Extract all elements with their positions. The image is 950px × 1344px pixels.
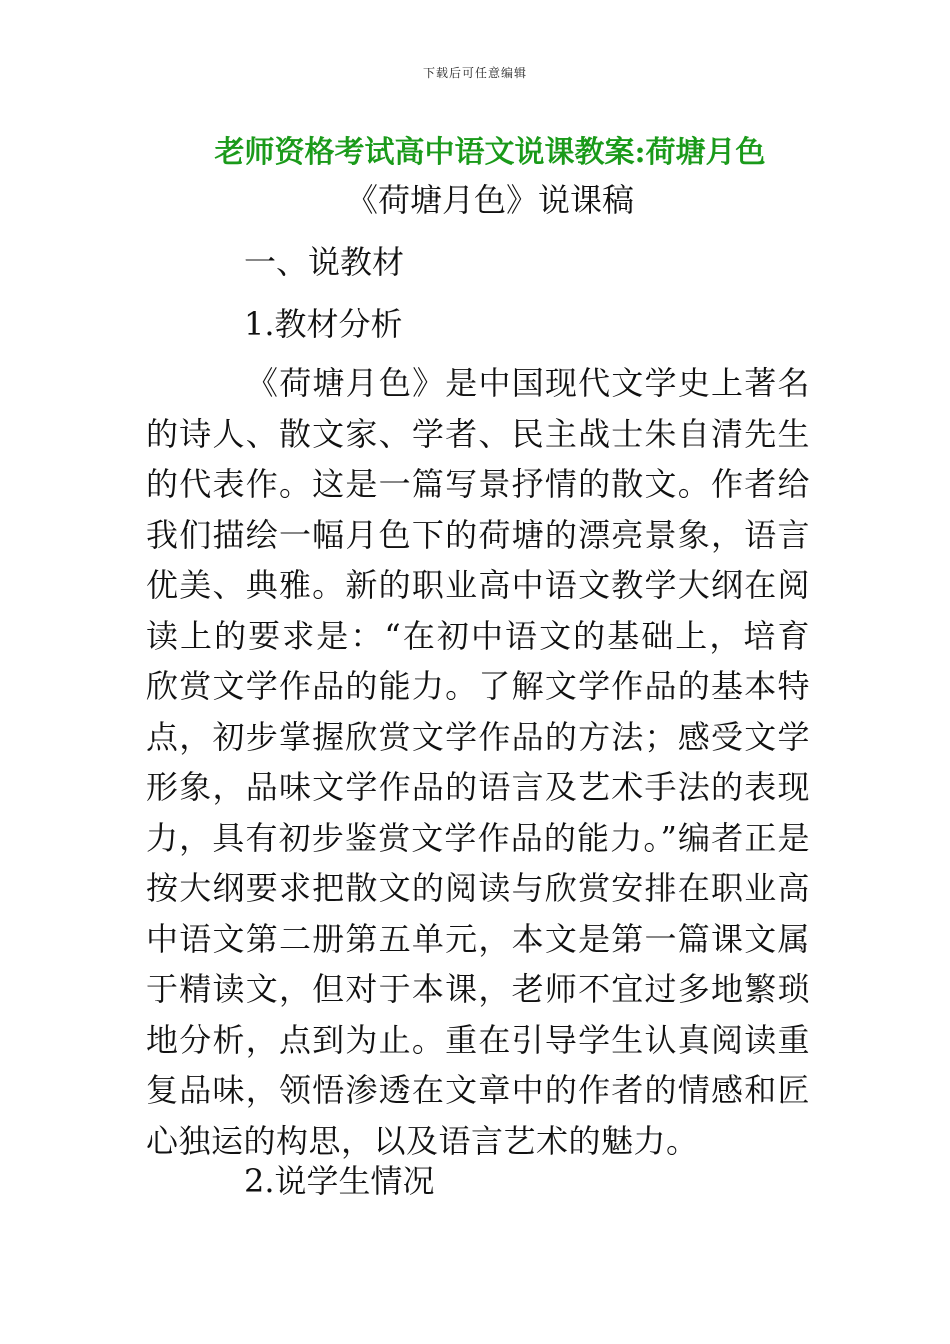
page-header-note: 下载后可任意编辑 — [422, 66, 527, 80]
section-heading-textbook: 一、说教材 — [244, 243, 405, 281]
textbook-analysis-paragraph: 《荷塘月色》是中国现代文学史上著名的诗人、散文家、学者、民主战士朱自清先生的代表作。这是一篇写景抒情的散文。作者给我们描绘一幅月色下的荷塘的漂亮景象，语言优美、典雅。新的职业高中语文教学大纲在阅读上的要求是：“在初中语文的基础上，培育欣赏文学作品的能力。了解文学作品的基本特点，初步掌握欣赏文学作品的方法；感受文学形象，品味文学作品的语言及艺术手法的表现力，具有初步鉴赏文学作品的能力。”编者正是按大纲要求把散文的阅读与欣赏安排在职业高中语文第二册第五单元，本文是第一篇课文属于精读文，但对于本课，老师不宜过多地繁琐地分析，点到为止。重在引导学生认真阅读重复品味，领悟渗透在文章中的作者的情感和匠心独运的构思，以及语言艺术的魅力。 — [146, 364, 810, 1160]
subsection-heading-student-situation: 2.说学生情况 — [244, 1162, 435, 1200]
document-subtitle: 《荷塘月色》说课稿 — [345, 181, 634, 219]
document-title: 老师资格考试高中语文说课教案:荷塘月色 — [214, 135, 766, 170]
subsection-heading-textbook-analysis: 1.教材分析 — [244, 305, 403, 343]
